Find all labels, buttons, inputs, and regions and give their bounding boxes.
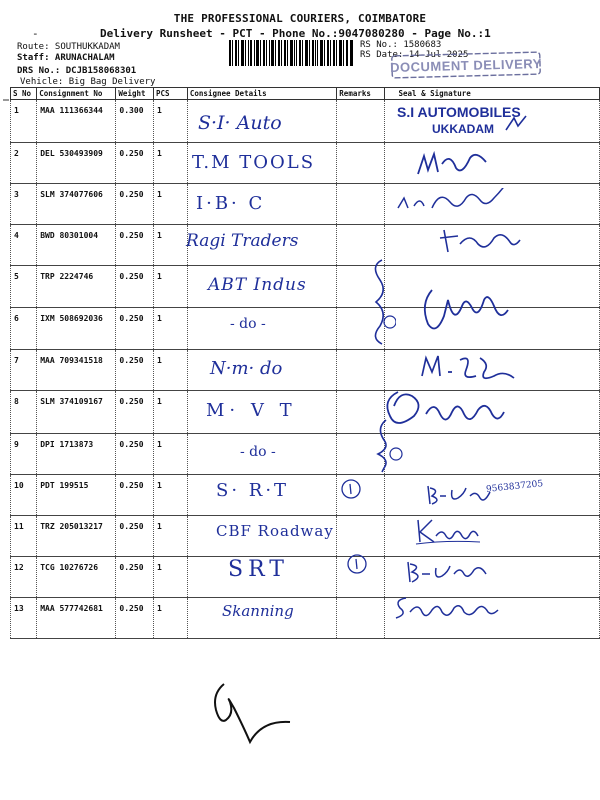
consignment-cell: DEL 530493909 (37, 143, 116, 184)
consignee-handwriting: S· R·T (216, 480, 290, 501)
weight-cell: 0.250 (116, 391, 154, 434)
consignment-cell: PDT 199515 (37, 475, 116, 516)
header-dash: - (32, 27, 39, 40)
weight-cell: 0.250 (116, 516, 154, 557)
remarks-cell (337, 598, 384, 639)
weight-cell: 0.250 (116, 266, 154, 308)
consignee-handwriting: CBF Roadway (216, 522, 334, 540)
pcs-cell: 1 (154, 143, 188, 184)
weight-cell: 0.250 (116, 598, 154, 639)
pcs-cell: 1 (154, 350, 188, 391)
consignee-handwriting: M· V T (206, 400, 297, 421)
consignee-handwriting: ABT Indus (208, 275, 307, 295)
signature (424, 482, 494, 508)
consignment-cell: SLM 374077606 (37, 184, 116, 225)
col-pcs: PCS (154, 88, 188, 100)
staff-label: Staff: ARUNACHALAM (17, 53, 115, 63)
signature (418, 350, 528, 384)
consignee-handwriting: SRT (228, 557, 289, 582)
consignment-cell: BWD 80301004 (37, 225, 116, 266)
remarks-cell (337, 100, 384, 143)
weight-cell: 0.300 (116, 100, 154, 143)
remarks-cell (337, 350, 384, 391)
col-weight: Weight (116, 88, 154, 100)
pcs-cell: 1 (154, 598, 188, 639)
signature (404, 558, 494, 588)
stamp-text: DOCUMENT DELIVERY (389, 56, 543, 75)
signature (414, 516, 484, 546)
consignment-cell: TRP 2224746 (37, 266, 116, 308)
margin-mark (2, 96, 10, 104)
signature (390, 594, 510, 622)
pcs-cell: 1 (154, 391, 188, 434)
consignee-handwriting: N·m· do (210, 358, 283, 379)
weight-cell: 0.250 (116, 557, 154, 598)
weight-cell: 0.250 (116, 308, 154, 350)
remarks-cell (337, 184, 384, 225)
col-consignee: Consignee Details (187, 88, 336, 100)
bracket-mark (366, 258, 396, 346)
pcs-cell: 1 (154, 266, 188, 308)
table-header-row (11, 88, 600, 100)
sno-cell: 5 (11, 266, 37, 308)
consignment-cell: DPI 1713873 (37, 434, 116, 475)
delivery-stamp (390, 50, 543, 80)
sno-cell: 3 (11, 184, 37, 225)
consignment-cell: SLM 374109167 (37, 391, 116, 434)
consignee-handwriting: Skanning (222, 602, 294, 620)
sno-cell: 12 (11, 557, 37, 598)
pcs-cell: 1 (154, 516, 188, 557)
pcs-cell: 1 (154, 100, 188, 143)
table-row (11, 598, 600, 639)
weight-cell: 0.250 (116, 434, 154, 475)
consignment-cell: MAA 111366344 (37, 100, 116, 143)
pcs-cell: 1 (154, 557, 188, 598)
sno-cell: 2 (11, 143, 37, 184)
sno-cell: 11 (11, 516, 37, 557)
col-sno: S No (11, 88, 37, 100)
col-seal: Seal & Signature (384, 88, 599, 100)
barcode (229, 40, 353, 66)
remarks-cell (337, 143, 384, 184)
col-consignment: Consignment No (37, 88, 116, 100)
route-label: Route: SOUTHUKKADAM (17, 42, 120, 52)
table-row (11, 434, 600, 475)
consignment-cell: TRZ 205013217 (37, 516, 116, 557)
phone-number-handwriting: 9563837205 (485, 479, 544, 495)
seal-location: UKKADAM (432, 122, 494, 136)
pcs-cell: 1 (154, 184, 188, 225)
company-title: THE PROFESSIONAL COURIERS, COIMBATORE (173, 12, 427, 25)
pcs-cell: 1 (154, 225, 188, 266)
signature (394, 188, 524, 216)
consignee-handwriting: - do - (240, 444, 276, 460)
consignment-cell: MAA 577742681 (37, 598, 116, 639)
weight-cell: 0.250 (116, 225, 154, 266)
drs-number: DRS No.: DCJB158068301 (17, 66, 137, 76)
seal-cell (384, 434, 599, 475)
rs-number: RS No.: 1580683 (360, 40, 442, 50)
sno-cell: 9 (11, 434, 37, 475)
pcs-cell: 1 (154, 308, 188, 350)
weight-cell: 0.250 (116, 475, 154, 516)
circled-number (346, 553, 368, 575)
sno-cell: 8 (11, 391, 37, 434)
pcs-cell: 1 (154, 434, 188, 475)
consignment-cell: MAA 709341518 (37, 350, 116, 391)
consignee-handwriting: Ragi Traders (186, 231, 299, 251)
table-row (11, 557, 600, 598)
signature (436, 224, 526, 258)
signature (414, 286, 514, 336)
pcs-cell: 1 (154, 475, 188, 516)
rs-date: RS Date: 14-Jul-2025 (360, 50, 469, 60)
seal-company-name: S.I AUTOMOBILES (397, 104, 521, 120)
circled-number (340, 478, 362, 500)
table-row (11, 475, 600, 516)
signature (414, 146, 494, 180)
consignee-handwriting: S·I· Auto (198, 112, 282, 134)
consignment-cell: IXM 508692036 (37, 308, 116, 350)
runsheet-subtitle: Delivery Runsheet - PCT - Phone No.:9047080280 - Page No.:1 (100, 27, 491, 40)
signature-tick (504, 112, 528, 136)
col-remarks: Remarks (337, 88, 384, 100)
weight-cell: 0.250 (116, 350, 154, 391)
bracket-mark (372, 418, 406, 474)
consignee-handwriting: - do - (230, 316, 266, 332)
consignee-handwriting: I·B· C (196, 193, 266, 214)
supervisor-signature (204, 680, 294, 750)
sno-cell: 7 (11, 350, 37, 391)
weight-cell: 0.250 (116, 143, 154, 184)
sno-cell: 1 (11, 100, 37, 143)
consignment-cell: TCG 10276726 (37, 557, 116, 598)
vehicle-label: Vehicle: Big Bag Delivery (20, 77, 156, 87)
weight-cell: 0.250 (116, 184, 154, 225)
sno-cell: 10 (11, 475, 37, 516)
remarks-cell (337, 516, 384, 557)
sno-cell: 6 (11, 308, 37, 350)
consignee-handwriting: T.M TOOLS (192, 152, 316, 173)
sno-cell: 4 (11, 225, 37, 266)
sno-cell: 13 (11, 598, 37, 639)
